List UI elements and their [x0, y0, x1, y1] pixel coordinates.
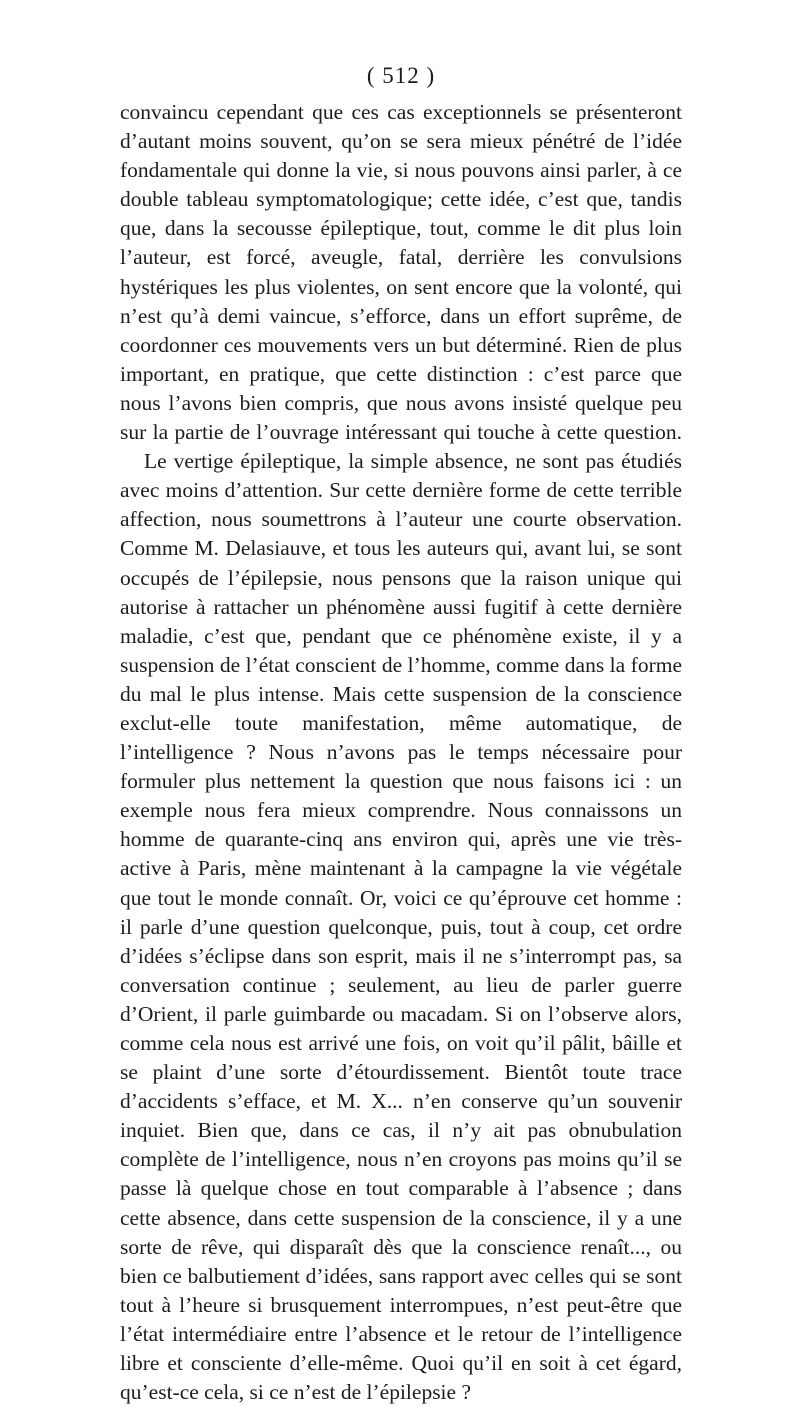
paragraph-1: convaincu cependant que ces cas exceptionnels se présenteront d’autant moins souvent, qu’on se sera mieux pénétré de l’idée fondamentale qui donne la vie, si nous pouvons ainsi parler, à ce double tableau symptomatologique; cette idée, c’est que, tandis que, dans la secousse épileptique, tout, comme le dit plus loin l’auteur, est forcé, aveugle, fatal, derrière les convulsions hystériques les plus violentes, on sent encore que la volonté, qui n’est qu’à demi vaincue, s’efforce, dans un effort suprême, de coordonner ces mouvements vers un but déterminé. Rien de plus important, en pratique, que cette distinction : c’est parce que nous l’avons bien compris, que nous avons insisté quelque peu sur la partie de l’ouvrage intéressant qui touche à cette question.	[120, 100, 682, 445]
page-number: ( 512 )	[366, 63, 436, 88]
paragraph-2: Le vertige épileptique, la simple absence, ne sont pas étudiés avec moins d’attention. Sur cette dernière forme de cette terrible affection, nous soumettrons à l’auteur une courte observation. Comme M. Delasiauve, et tous les auteurs qui, avant lui, se sont occupés de l’épilepsie, nous pensons que la raison unique qui autorise à rattacher un phénomène aussi fugitif à cette dernière maladie, c’est que, pendant que ce phénomène existe, il y a suspension de l’état conscient de l’homme, comme dans la forme du mal le plus intense. Mais cette suspension de la conscience exclut-elle toute manifestation, même automatique, de l’intelligence ? Nous n’avons pas le temps nécessaire pour formuler plus nettement la question que nous faisons ici : un exemple nous fera mieux comprendre. Nous connaissons un homme de quarante-cinq ans environ qui, après une vie très-active à Paris, mène maintenant à la campagne la vie végétale que tout le monde connaît. Or, voici ce qu’éprouve cet homme : il parle d’une question quelconque, puis, tout à coup, cet ordre d’idées s’éclipse dans son esprit, mais il ne s’interrompt pas, sa conversation continue ; seulement, au lieu de parler guerre d’Orient, il parle guimbarde ou macadam. Si on l’observe alors, comme cela nous est arrivé une fois, on voit qu’il pâlit, bâille et se plaint d’une sorte d’étourdissement. Bientôt toute trace d’accidents s’efface, et M. X... n’en conserve qu’un souvenir inquiet. Bien que, dans ce cas, il n’y ait pas obnubulation complète de l’intelligence, nous n’en croyons pas moins qu’il se passe là quelque chose en tout comparable à l’absence ; dans cette absence, dans cette suspension de la conscience, il y a une sorte de rêve, qui disparaît dès que la conscience renaît..., ou bien ce balbutiement d’idées, sans rapport avec celles qui se sont tout à l’heure si brusquement interrompues, n’est peut-être que l’état intermédiaire entre l’absence et le retour de l’intelligence libre et consciente d’elle-même. Quoi qu’il en soit à cet égard, qu’est-ce cela, si ce n’est de l’épilepsie ?	[120, 449, 682, 1405]
